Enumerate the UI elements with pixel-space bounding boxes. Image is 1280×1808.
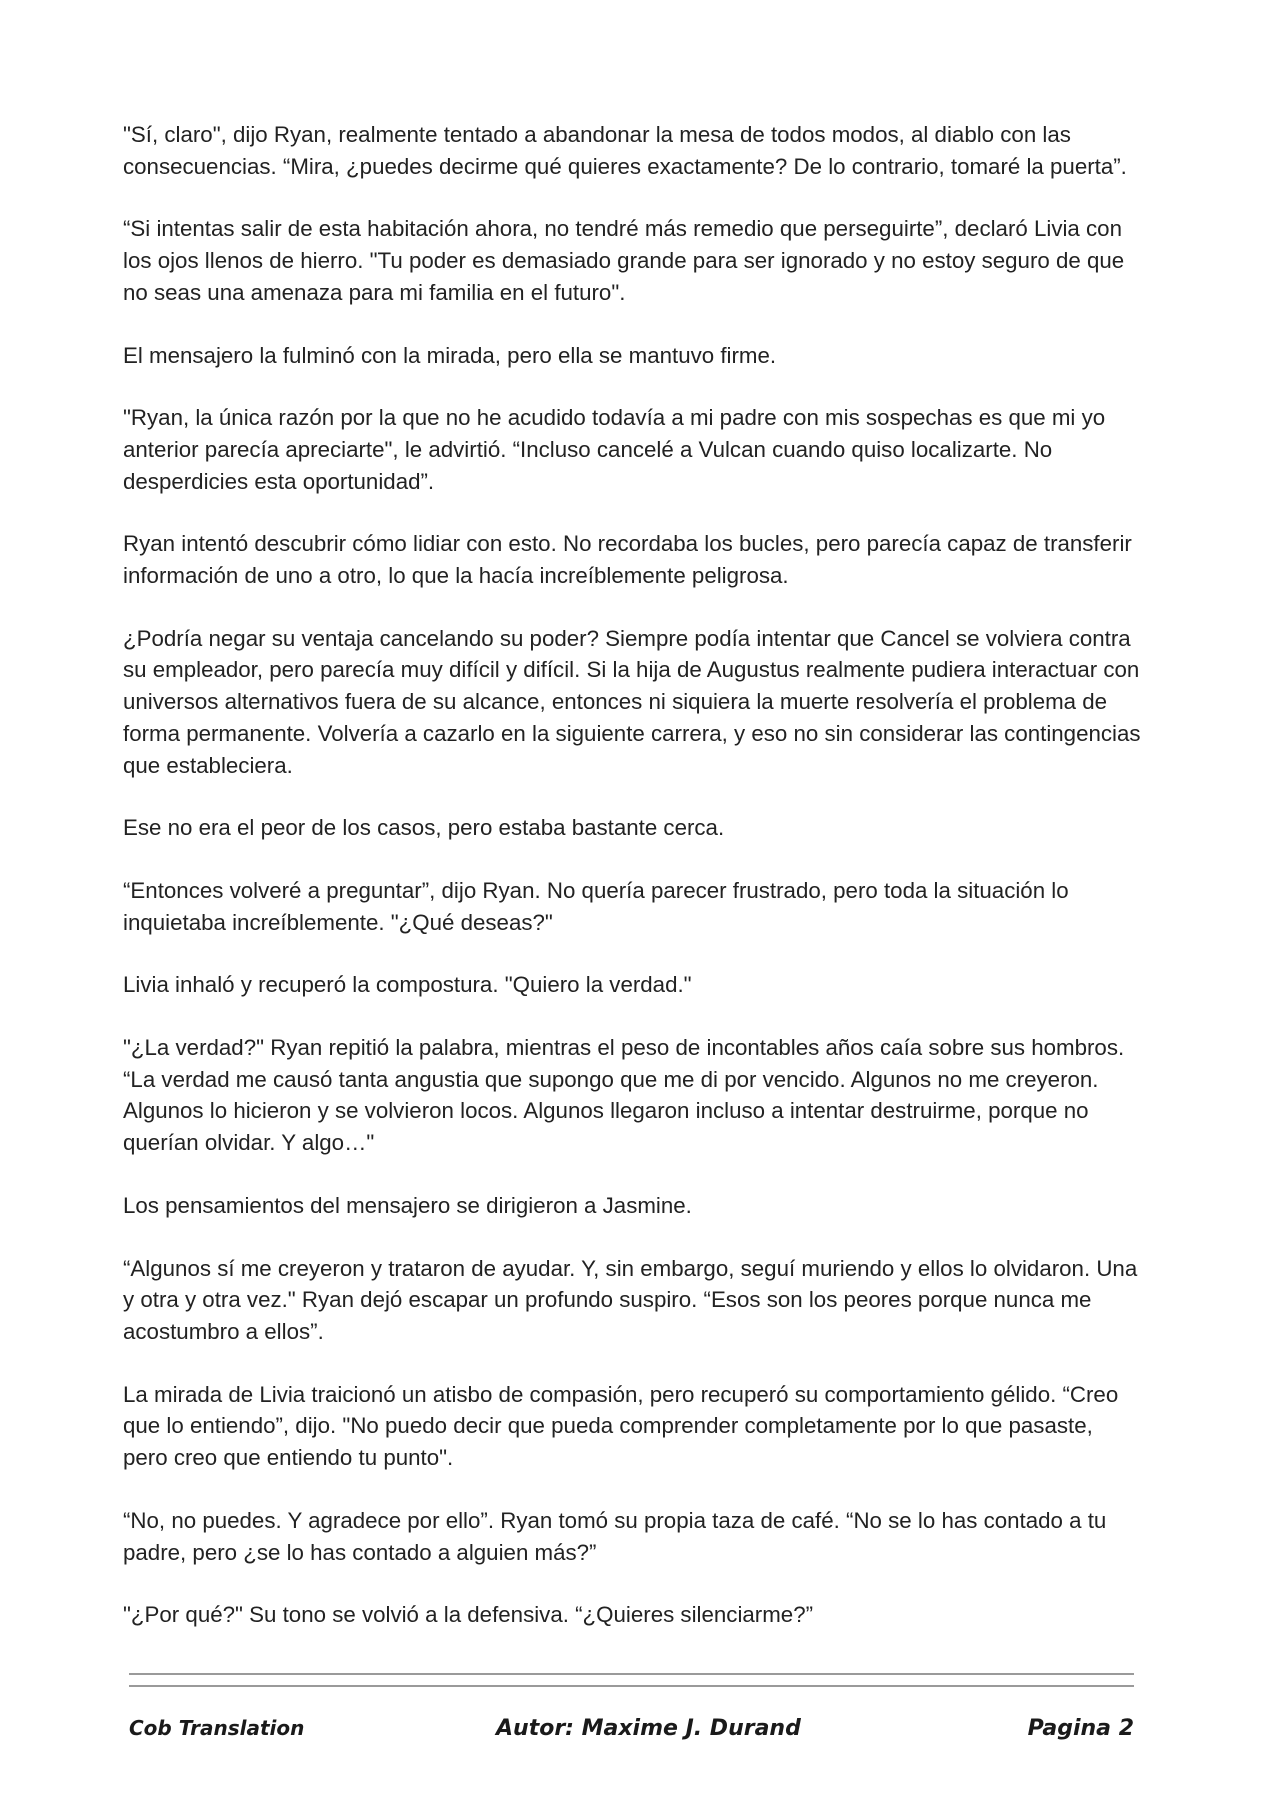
paragraph: Los pensamientos del mensajero se dirigieron a Jasmine. xyxy=(123,1192,692,1218)
paragraph: "Sí, claro", dijo Ryan, realmente tentado a abandonar la mesa de todos modos, al diablo con las consecuencias. “Mira, ¿puedes decirme qué quieres exactamente? De lo contrario, tomaré la puerta”. xyxy=(123,122,1127,179)
paragraph: La mirada de Livia traicionó un atisbo de compasión, pero recuperó su comportamiento gélido. “Creo que lo entiendo”, dijo. "No puedo decir que pueda comprender completamente por lo que pasaste, pero creo que entiendo tu punto". xyxy=(123,1381,1119,1471)
paragraph: ¿Podría negar su ventaja cancelando su poder? Siempre podía intentar que Cancel se volviera contra su empleador, pero parecía muy difícil y difícil. Si la hija de Augustus realmente pudiera interactuar con universos alternativos fuera de su alcance, entonces ni siquiera la muerte resolvería el problema de forma permanente. Volvería a cazarlo en la siguiente carrera, y eso no sin considerar las contingencias que estableciera. xyxy=(123,625,1141,778)
footer-author: Autor: Maxime J. Durand xyxy=(496,1716,801,1741)
paragraph: Ese no era el peor de los casos, pero estaba bastante cerca. xyxy=(123,815,725,841)
footer-divider xyxy=(129,1673,1134,1675)
paragraph: "Ryan, la única razón por la que no he acudido todavía a mi padre con mis sospechas es que mi yo anterior parecía apreciarte", le advirtió. “Incluso cancelé a Vulcan cuando quiso localizarte. No desperdicies esta oportunidad”. xyxy=(123,405,1106,494)
page-footer xyxy=(129,1716,1134,1750)
paragraph: "¿Por qué?" Su tono se volvió a la defensiva. “¿Quieres silenciarme?” xyxy=(123,1602,814,1628)
footer-divider xyxy=(129,1685,1134,1687)
paragraph: Ryan intentó descubrir cómo lidiar con esto. No recordaba los bucles, pero parecía capaz de transferir información de uno a otro, lo que la hacía increíblemente peligrosa. xyxy=(123,531,1132,589)
paragraph: El mensajero la fulminó con la mirada, pero ella se mantuvo firme. xyxy=(123,342,777,368)
paragraph: “Entonces volveré a preguntar”, dijo Ryan. No quería parecer frustrado, pero toda la situación lo inquietaba increíblemente. "¿Qué deseas?" xyxy=(123,877,1069,935)
paragraph: “No, no puedes. Y agradece por ello”. Ryan tomó su propia taza de café. “No se lo has contado a tu padre, pero ¿se lo has contado a alguien más?” xyxy=(123,1507,1107,1565)
paragraph: Livia inhaló y recuperó la compostura. "Quiero la verdad." xyxy=(123,972,692,998)
page-body xyxy=(123,119,1143,1662)
paragraph: "¿La verdad?" Ryan repitió la palabra, mientras el peso de incontables años caía sobre sus hombros. “La verdad me causó tanta angustia que supongo que me di por vencido. Algunos no me creyeron. Algunos lo hicieron y se volvieron locos. Algunos llegaron incluso a intentar destruirme, porque no querían olvidar. Y algo…" xyxy=(123,1035,1125,1156)
paragraph: “Algunos sí me creyeron y trataron de ayudar. Y, sin embargo, seguí muriendo y ellos lo olvidaron. Una y otra y otra vez." Ryan dejó escapar un profundo suspiro. “Esos son los peores porque nunca me acostumbro a ellos”. xyxy=(123,1255,1138,1344)
footer-translator: Cob Translation xyxy=(129,1716,305,1740)
paragraph: “Si intentas salir de esta habitación ahora, no tendré más remedio que perseguirte”, declaró Livia con los ojos llenos de hierro. "Tu poder es demasiado grande para ser ignorado y no estoy seguro de que no seas una amenaza para mi familia en el futuro". xyxy=(123,216,1125,305)
footer-page-number: Pagina 2 xyxy=(1027,1716,1134,1741)
